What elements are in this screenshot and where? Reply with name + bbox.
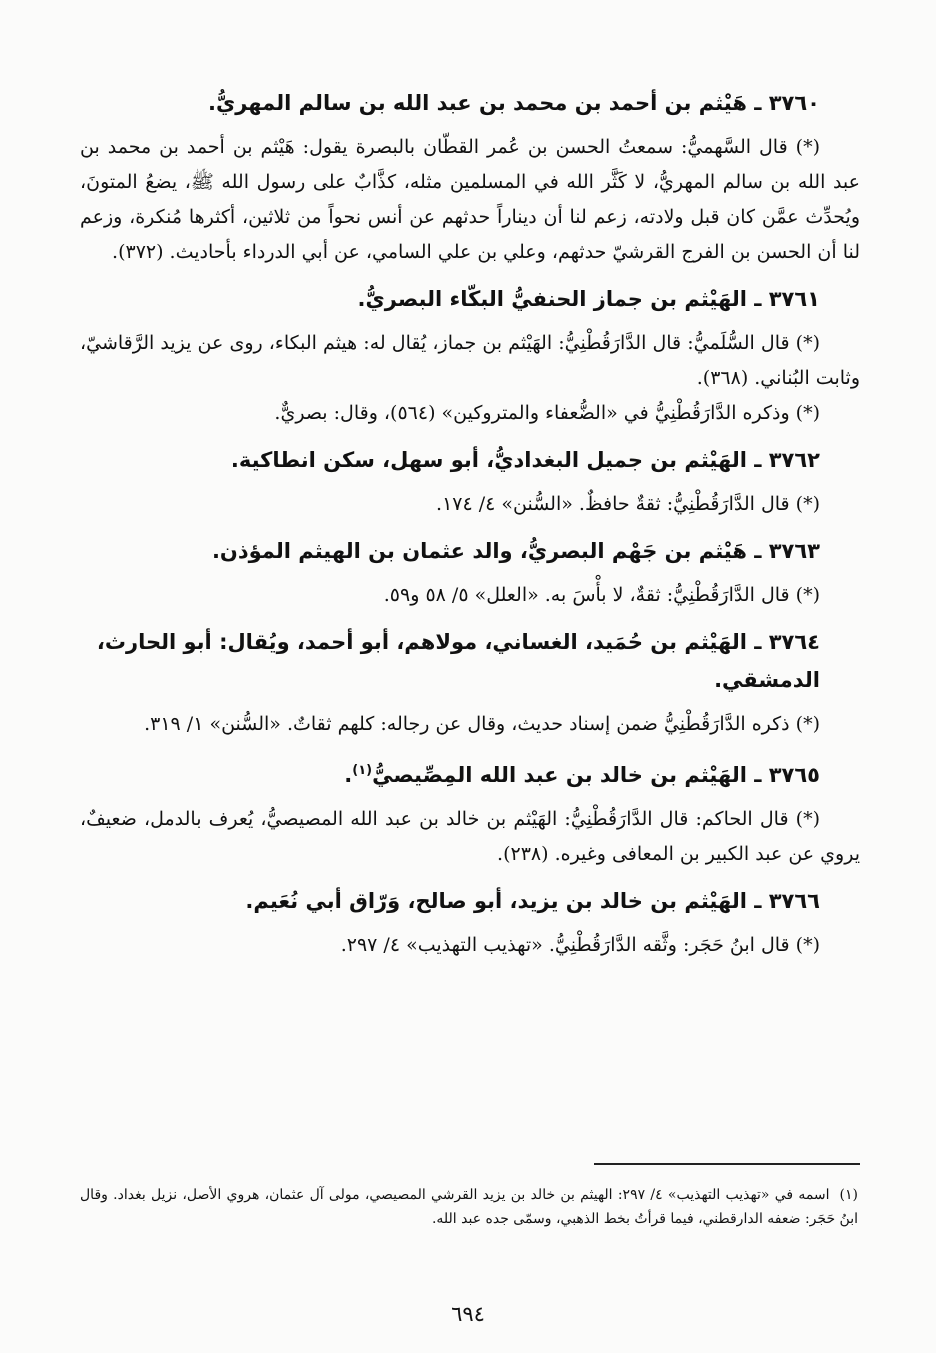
entry-paragraph: (*) قال ابنُ حَجَر: وثَّقه الدَّارَقُطْنِيُّ. «تهذيب التهذيب» ٤/ ٢٩٧. [340, 934, 820, 956]
entry-heading: ٣٧٦٣ ـ هَيْثم بن جَهْم البصريُّ، والد عثمان بن الهيثم المؤذن. [211, 539, 820, 563]
entry-3766 [80, 882, 860, 963]
entry-3763 [80, 532, 860, 613]
footnote-number: (١) [839, 1187, 859, 1203]
footnote-text: اسمه في «تهذيب التهذيب» ٤/ ٢٩٧: الهيثم بن خالد بن يزيد القرشي المصيصي، مولى آل عثمان، هروي الأصل، نزيل بغداد. وقال ابنُ حَجَر: ضعفه الدارقطني، فيما قرأتُ بخط الذهبي، وسمّى جده عبد الله. [80, 1187, 858, 1227]
entry-paragraph: (*) قال الحاكم: قال الدَّارَقُطْنِيُّ: الهَيْثم بن خالد بن عبد الله المصيصيُّ، يُعرف بالدمل، ضعيفٌ، يروي عن عبد الكبير بن المعافى وغيره. (٢٣٨). [80, 808, 860, 865]
entry-heading: ٣٧٦٢ ـ الهَيْثم بن جميل البغداديُّ، أبو سهل، سكن انطاكية. [230, 448, 820, 472]
entry-heading-text: ٣٧٦٥ ـ الهَيْثم بن خالد بن عبد الله المِصِّيصيُّ [372, 763, 820, 787]
entry-3762 [80, 441, 860, 522]
footnote-divider [594, 1163, 860, 1165]
entry-3760 [80, 84, 860, 270]
footnote [80, 1183, 858, 1231]
entry-paragraph: (*) قال الدَّارَقُطْنِيُّ: ثقةٌ، لا بأْسَ به. «العلل» ٥/ ٥٨ و٥٩. [383, 584, 820, 606]
entry-paragraph: (*) قال السَّهميُّ: سمعتُ الحسن بن عُمر القطّان بالبصرة يقول: هَيْثم بن أحمد بن محمد بن عبد الله بن سالم المهريُّ، لا كَثَّر الله في المسلمين مثله، كذَّابٌ على رسول الله ﷺ، يضعُ المتونَ، ويُحدِّث عمَّن كان قبل ولادته، زعم لنا أن ديناراً حدثهم عن أنس نحواً من ثلاثين، أكثرها مُنكرة، وزعم لنا أن الحسن بن الفرج القرشيّ حدثهم، وعلي بن علي السامي، عن أبي الدرداء بأحاديث. (٣٧٢). [80, 136, 860, 263]
entry-heading: ٣٧٦١ ـ الهَيْثم بن جماز الحنفيُّ البكّاء البصريُّ. [357, 287, 820, 311]
entry-paragraph: (*) قال الدَّارَقُطْنِيُّ: ثقةٌ حافظٌ. «السُّنن» ٤/ ١٧٤. [436, 493, 820, 515]
entry-heading: ٣٧٦٤ ـ الهَيْثم بن حُمَيد، الغساني، مولاهم، أبو أحمد، ويُقال: أبو الحارث، الدمشقي. [96, 630, 820, 692]
entry-heading [80, 752, 860, 794]
entry-3761 [80, 280, 860, 431]
entry-paragraph: (*) ذكره الدَّارَقُطْنِيُّ ضمن إسناد حديث، وقال عن رجاله: كلهم ثقاتٌ. «السُّنن» ١/ ٣١٩. [144, 713, 820, 735]
entry-3765 [80, 752, 860, 872]
entry-paragraph: (*) وذكره الدَّارَقُطْنِيُّ في «الضُّعفاء والمتروكين» (٥٦٤)، وقال: بصريٌّ. [274, 402, 820, 424]
entry-3764 [80, 623, 860, 742]
entry-heading: ٣٧٦٦ ـ الهَيْثم بن خالد بن يزيد، أبو صالح، وَرّاق أبي نُعَيم. [245, 889, 820, 913]
entry-paragraph: (*) قال السُّلَميُّ: قال الدَّارَقُطْنِيُّ: الهَيْثم بن جماز، يُقال له: هيثم البكاء، روى عن يزيد الرَّقاشيّ، وثابت البُناني. (٣٦٨). [80, 332, 860, 389]
entries-list [80, 84, 860, 963]
footnote-ref[interactable]: (١) [352, 763, 373, 778]
entry-heading: ٣٧٦٠ ـ هَيْثم بن أحمد بن محمد بن عبد الله بن سالم المهريُّ. [207, 91, 820, 115]
page-number: ٦٩٤ [451, 1302, 485, 1326]
entry-heading-end: . [344, 763, 353, 787]
